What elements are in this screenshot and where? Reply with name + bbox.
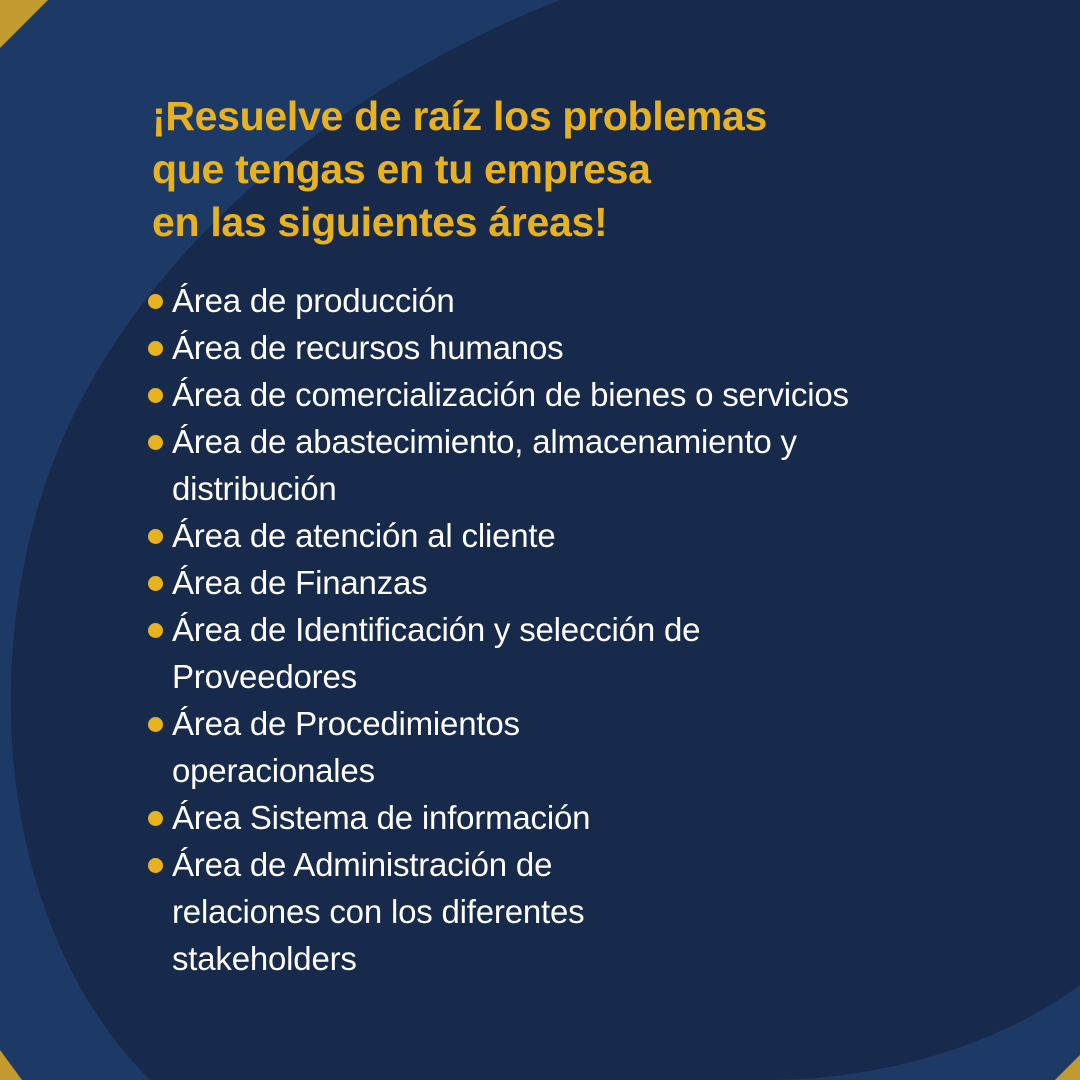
bullet-dot-icon (148, 717, 163, 732)
list-item (146, 324, 1006, 371)
list-item (146, 841, 1006, 982)
bullet-dot-icon (148, 811, 163, 826)
headline-line-3: en las siguientes áreas! (152, 199, 608, 245)
list-item-text: Área de recursos humanos (172, 329, 564, 366)
list-item-text: Área Sistema de información (172, 799, 591, 836)
bullet-dot-icon (148, 576, 163, 591)
bullet-dot-icon (148, 341, 163, 356)
bullet-dot-icon (148, 623, 163, 638)
list-item-text: Área de comercialización de bienes o servicios (172, 376, 849, 413)
list-item-text: Área de producción (172, 282, 455, 319)
bullet-dot-icon (148, 388, 163, 403)
list-item (146, 794, 1006, 841)
list-item-text: Área de Finanzas (172, 564, 428, 601)
headline-line-1: ¡Resuelve de raíz los problemas (152, 93, 768, 139)
headline-line-2: que tengas en tu empresa (152, 146, 651, 192)
list-item (146, 418, 1006, 512)
list-item (146, 277, 1006, 324)
list-item-text: Área de Identificación y selección de (172, 611, 701, 648)
list-item (146, 606, 1006, 700)
list-item (146, 512, 1006, 559)
list-item-text-continued: operacionales (172, 752, 375, 789)
list-item-text: Área de abastecimiento, almacenamiento y (172, 423, 797, 460)
bullet-dot-icon (148, 529, 163, 544)
list-item-text: Área de Procedimientos (172, 705, 520, 742)
area-list (146, 277, 1006, 982)
list-item-text: Área de Administración de (172, 846, 553, 883)
list-item (146, 559, 1006, 606)
main-content (146, 90, 1006, 982)
list-item-text-continued: relaciones con los diferentes (172, 893, 585, 930)
headline (146, 90, 1006, 249)
list-item-text: Área de atención al cliente (172, 517, 556, 554)
list-item-text-continued: stakeholders (172, 940, 357, 977)
bullet-dot-icon (148, 294, 163, 309)
list-item (146, 371, 1006, 418)
bullet-dot-icon (148, 858, 163, 873)
list-item (146, 700, 1006, 794)
list-item-text-continued: distribución (172, 470, 337, 507)
bullet-dot-icon (148, 435, 163, 450)
list-item-text-continued: Proveedores (172, 658, 357, 695)
